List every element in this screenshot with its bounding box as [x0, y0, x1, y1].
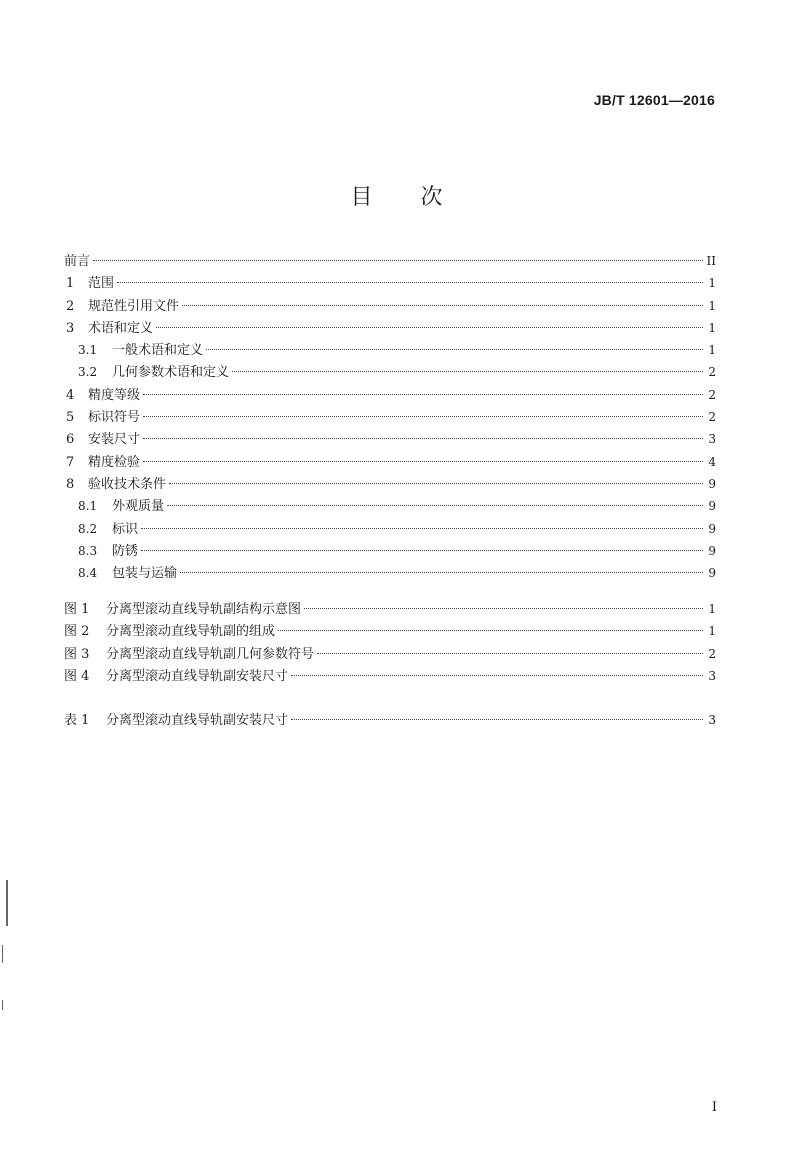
figure-entry-page: 1	[708, 602, 716, 616]
figure-list	[64, 598, 716, 687]
toc-entry-number: 3.2	[78, 365, 98, 380]
dot-leader	[304, 608, 703, 609]
dot-leader	[278, 630, 703, 631]
toc-entry-label: 标识	[112, 521, 139, 537]
figure-entry[interactable]	[64, 643, 716, 665]
toc-entry-label: 包装与运输	[112, 566, 178, 582]
toc-entry[interactable]	[64, 339, 716, 361]
dot-leader	[180, 572, 703, 573]
dot-leader	[232, 371, 703, 372]
toc-entry[interactable]	[64, 451, 716, 473]
dot-leader	[317, 653, 703, 654]
toc-entry-page: 9	[708, 521, 716, 536]
dot-leader	[143, 394, 703, 395]
figure-entry-number: 图 1	[64, 602, 90, 617]
toc-entry-page: 2	[708, 410, 716, 425]
toc-entry-label: 精度等级	[88, 387, 141, 403]
figure-entry-label: 分离型滚动直线导轨副几何参数符号	[106, 646, 315, 662]
figure-entry-number: 图 3	[64, 646, 90, 662]
toc-entry-number: 8.4	[78, 566, 98, 581]
toc-entry-number: 3.1	[78, 343, 98, 358]
dot-leader	[93, 260, 703, 261]
figure-entry-page: 3	[708, 668, 716, 683]
toc-entry-page: 1	[708, 320, 716, 335]
toc-entry-number: 8.1	[78, 499, 98, 514]
table-entry-label: 分离型滚动直线导轨副安装尺寸	[106, 713, 289, 728]
dot-leader	[291, 719, 703, 720]
toc-entry-number: 7	[66, 454, 75, 470]
toc-entry[interactable]	[64, 272, 716, 294]
figure-entry[interactable]	[64, 665, 716, 687]
table-entry-page: 3	[708, 713, 716, 727]
toc-entry-page: 2	[708, 387, 716, 402]
dot-leader	[117, 282, 703, 283]
toc-entry-label: 规范性引用文件	[88, 298, 180, 314]
toc-entry-number: 6	[66, 432, 75, 448]
scan-artifact	[2, 1000, 3, 1010]
dot-leader	[143, 438, 703, 439]
dot-leader	[291, 675, 703, 676]
figure-entry-label: 分离型滚动直线导轨副的组成	[106, 624, 276, 640]
toc-entry-label: 外观质量	[112, 499, 165, 515]
toc-entry[interactable]	[64, 473, 716, 495]
toc-entry-label: 安装尺寸	[88, 432, 141, 448]
toc-entry[interactable]	[64, 540, 716, 562]
page-title: 目次	[350, 185, 491, 210]
figure-entry-label: 分离型滚动直线导轨副结构示意图	[106, 602, 302, 617]
toc-entry-label: 验收技术条件	[88, 476, 167, 492]
toc-entry-label: 防锈	[112, 543, 139, 559]
toc-entry-page: 3	[708, 432, 716, 447]
toc-entry-number: 8.3	[78, 543, 98, 558]
toc-entry[interactable]	[64, 495, 716, 517]
toc-entry-page: 9	[708, 499, 716, 514]
toc-entry-number: 3	[66, 320, 75, 336]
toc-entry-number: 8	[66, 476, 75, 492]
toc-entry-page: 4	[708, 454, 716, 469]
toc-entry-page: 9	[708, 543, 716, 558]
table-list	[64, 709, 716, 731]
standard-code: JB/T 12601—2016	[593, 92, 715, 108]
dot-leader	[182, 305, 703, 306]
figure-entry-page: 2	[708, 646, 716, 661]
toc-entry-page: 9	[708, 476, 716, 491]
toc-entry-label: 范围	[88, 276, 115, 292]
toc-entry-label: 前言	[64, 254, 91, 269]
figure-entry-page: 1	[708, 624, 716, 639]
table-entry-number: 表 1	[64, 713, 90, 728]
toc-entry[interactable]	[64, 250, 716, 272]
toc-entry-label: 标识符号	[88, 410, 141, 426]
toc-entry[interactable]	[64, 361, 716, 383]
figure-entry-number: 图 4	[64, 668, 90, 684]
toc-entry[interactable]	[64, 384, 716, 406]
toc-entry-number: 8.2	[78, 521, 98, 536]
figure-entry-label: 分离型滚动直线导轨副安装尺寸	[106, 668, 289, 684]
toc-entry-page: 1	[708, 276, 716, 291]
toc-entry-number: 2	[66, 298, 75, 314]
dot-leader	[169, 483, 703, 484]
figure-entry[interactable]	[64, 598, 716, 620]
page-number: I	[711, 1100, 717, 1115]
toc-entry-label: 精度检验	[88, 454, 141, 470]
toc-entry[interactable]	[64, 518, 716, 540]
toc-entry[interactable]	[64, 295, 716, 317]
toc-entry-number: 1	[66, 276, 75, 292]
dot-leader	[156, 327, 703, 328]
toc-entry[interactable]	[64, 428, 716, 450]
toc-entry-number: 4	[66, 387, 75, 403]
dot-leader	[141, 550, 703, 551]
toc-entry-page: 2	[708, 365, 716, 380]
toc-entry-number: 5	[66, 410, 75, 426]
toc-entry-page: 9	[708, 566, 716, 581]
toc-entry-page: 1	[708, 298, 716, 313]
dot-leader	[167, 505, 703, 506]
toc-list	[64, 250, 716, 584]
scan-artifact	[2, 945, 3, 963]
toc-entry-page: II	[706, 254, 716, 268]
dot-leader	[143, 416, 703, 417]
toc-entry-label: 几何参数术语和定义	[112, 365, 230, 381]
figure-entry-number: 图 2	[64, 624, 90, 640]
toc-entry[interactable]	[64, 562, 716, 584]
toc-entry[interactable]	[64, 406, 716, 428]
toc-entry-label: 术语和定义	[88, 320, 154, 336]
dot-leader	[141, 528, 703, 529]
toc-entry-page: 1	[708, 343, 716, 358]
toc-entry-label: 一般术语和定义	[112, 343, 204, 359]
dot-leader	[143, 461, 703, 462]
dot-leader	[206, 349, 703, 350]
toc-entry[interactable]	[64, 317, 716, 339]
scan-artifact	[6, 880, 8, 926]
figure-entry[interactable]	[64, 620, 716, 642]
table-entry[interactable]	[64, 709, 716, 731]
